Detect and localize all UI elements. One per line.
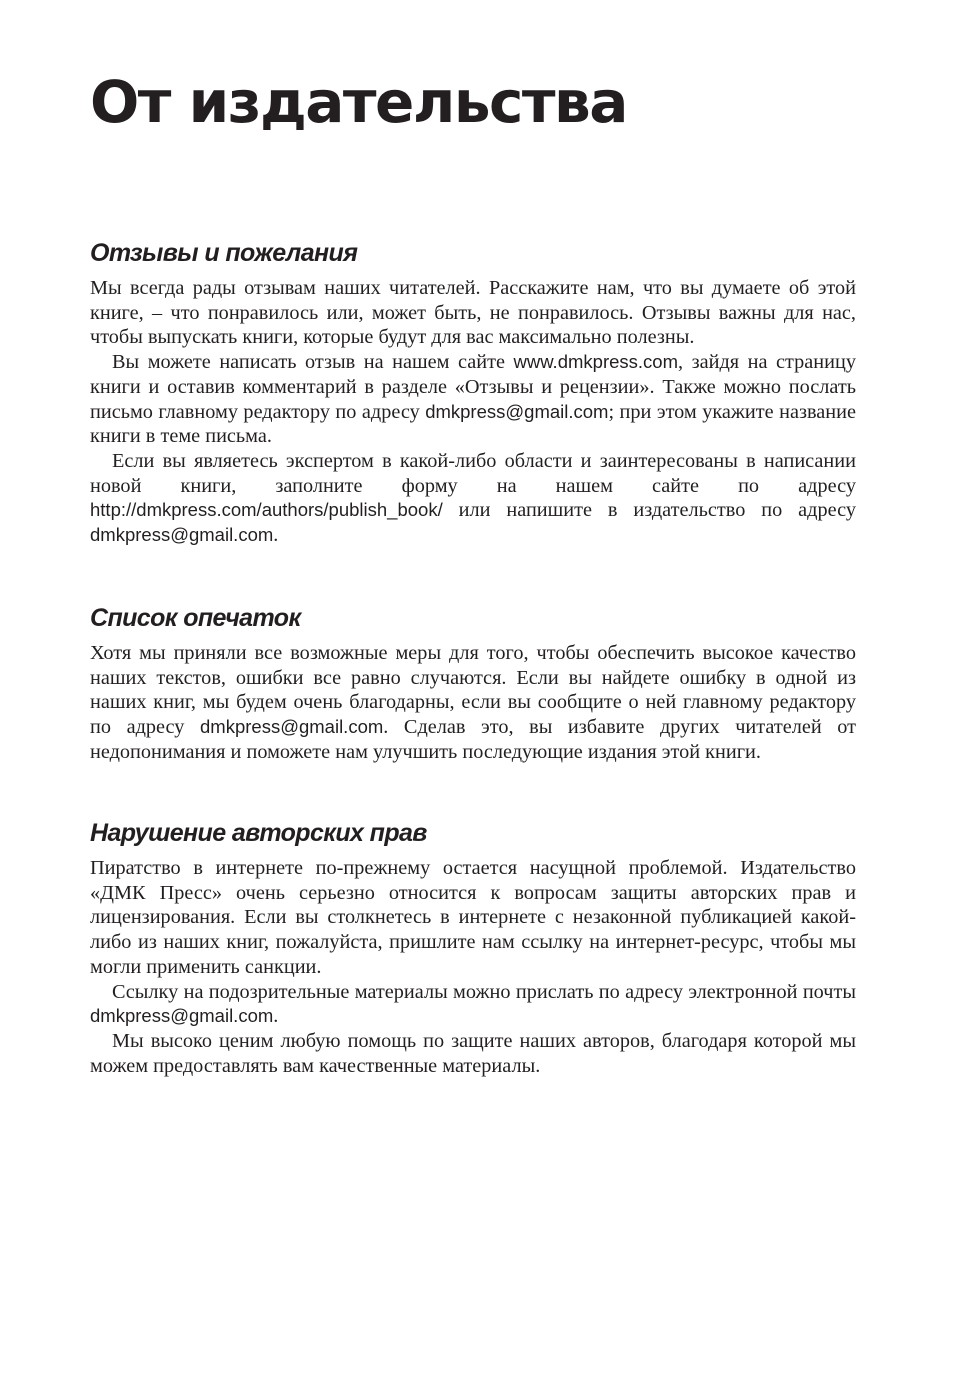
paragraph xyxy=(90,641,856,765)
email-link[interactable]: dmkpress@gmail.com xyxy=(90,1005,274,1027)
paragraph-text: , зайдя на страницу книги и оставив комментарий в разделе «Отзывы и рецензии». Также можно послать письмо главному редактору по адресу xyxy=(90,351,857,423)
paragraph-text: Ссылку на подозрительные материалы можно прислать по адресу электронной почты xyxy=(112,980,856,1003)
section-heading: Список опечаток xyxy=(90,604,301,632)
paragraph-text: . Сделав это, вы избавите других читателей от недопонимания и поможете нам улучшить последующие издания этой книги. xyxy=(90,716,856,763)
paragraph-text: Хотя мы приняли все возможные меры для того, чтобы обеспечить высокое качество наших текстов, ошибки все равно случаются. Если вы найдете ошибку в одной из наших книг, мы будем очень благодарны, если вы сообщите о ней главному редактору по адресу xyxy=(90,642,856,739)
email-link[interactable]: dmkpress@gmail.com xyxy=(90,524,274,546)
email-link[interactable]: dmkpress@gmail.com xyxy=(200,716,384,738)
paragraph-text: Вы можете написать отзыв на нашем сайте xyxy=(112,351,514,374)
paragraph-text: ; при этом укажите название книги в теме письма. xyxy=(90,400,856,448)
paragraph-text: Если вы являетесь экспертом в какой-либо области и заинтересованы в написании новой книги, заполните форму на нашем сайте по адресу xyxy=(90,449,856,497)
paragraph xyxy=(90,350,856,449)
email-link[interactable]: dmkpress@gmail.com xyxy=(425,400,609,422)
paragraph: Пиратство в интернете по-прежнему остается насущной проблемой. Издательство «ДМК Пресс» очень серьезно относится к вопросам защиты авторских прав и лицензирования. Если вы столкнетесь в интернете с незаконной публикацией какой-либо из наших книг, пожалуйста, пришлите нам ссылку на интернет-ресурс, чтобы мы могли применить санкции. xyxy=(90,857,856,978)
section-heading: Отзывы и пожелания xyxy=(90,239,358,267)
page-title: От издательства xyxy=(90,68,627,136)
paragraph xyxy=(90,980,856,1029)
section-feedback xyxy=(90,237,856,548)
paragraph-text: или напишите в издательство по адресу xyxy=(442,499,856,522)
paragraph: Мы всегда рады отзывам наших читателей. Расскажите нам, что вы думаете об этой книге, – что понравилось или, может быть, не понравилось. Отзывы важны для нас, чтобы выпускать книги, которые будут для вас максимально полезны. xyxy=(90,277,856,349)
paragraph: Мы высоко ценим любую помощь по защите наших авторов, благодаря которой мы можем предоставлять вам качественные материалы. xyxy=(90,1029,856,1077)
section-heading: Нарушение авторских прав xyxy=(90,819,427,847)
website-link[interactable]: www.dmkpress.com xyxy=(513,351,678,373)
paragraph xyxy=(90,449,856,548)
publish-book-link[interactable]: http://dmkpress.com/authors/publish_book/ xyxy=(90,499,443,521)
section-copyright xyxy=(90,817,856,1078)
paragraph-text: . xyxy=(273,524,279,547)
section-errata xyxy=(90,602,856,765)
paragraph-text: . xyxy=(273,1005,279,1028)
